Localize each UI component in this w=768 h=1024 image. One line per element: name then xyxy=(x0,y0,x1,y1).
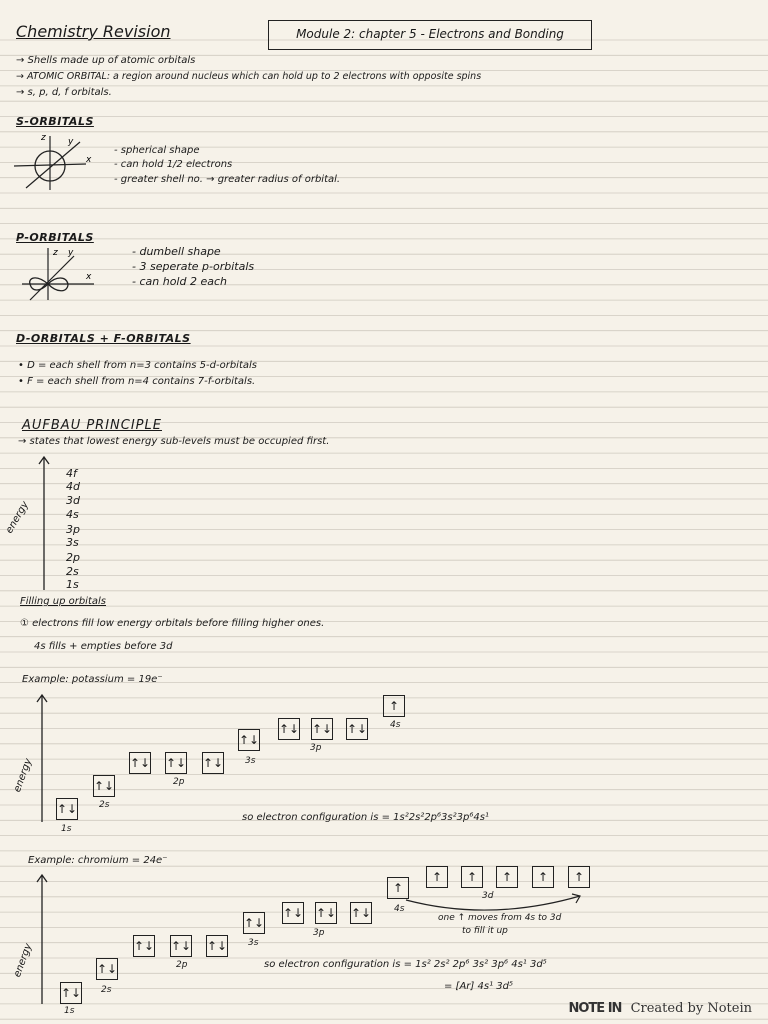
aufbau-level: 1s xyxy=(66,578,79,591)
aufbau-energy-label: energy xyxy=(4,499,32,536)
orbital-box: ↑↓ xyxy=(311,718,333,740)
aufbau-level: 3d xyxy=(66,494,80,507)
orbital-box: ↑ xyxy=(461,866,483,888)
sublevel-label: 3p xyxy=(310,743,322,753)
aufbau-heading: AUFBAU PRINCIPLE xyxy=(22,418,162,433)
s-orbital-diagram xyxy=(14,130,104,194)
aufbau-level: 4d xyxy=(66,480,80,493)
p-orbitals-heading: P-ORBITALS xyxy=(16,231,94,244)
orbital-box: ↑ xyxy=(387,877,409,899)
aufbau-level: 2s xyxy=(66,565,79,578)
sublevel-label: 2p xyxy=(176,960,188,970)
p-note-2: - 3 seperate p-orbitals xyxy=(132,260,255,273)
s-axis-x: x xyxy=(86,155,92,165)
aufbau-level: 4s xyxy=(66,508,79,521)
sublevel-label: 1s xyxy=(64,1006,75,1016)
orbital-box: ↑↓ xyxy=(96,958,118,980)
chromium-short-config: = [Ar] 4s¹ 3d⁵ xyxy=(444,981,513,992)
sublevel-label: 3d xyxy=(482,891,494,901)
s-axis-y: y xyxy=(68,137,74,147)
orbital-box: ↑↓ xyxy=(206,935,228,957)
orbital-box: ↑↓ xyxy=(129,752,151,774)
aufbau-energy-axis xyxy=(36,454,56,594)
intro-line-1: → Shells made up of atomic orbitals xyxy=(16,55,196,66)
filling-rule: ① electrons fill low energy orbitals before filling higher ones. xyxy=(20,618,325,629)
intro-line-2: → ATOMIC ORBITAL: a region around nucleus which can hold up to 2 electrons with opposite spins xyxy=(16,71,482,82)
orbital-box: ↑↓ xyxy=(350,902,372,924)
p-note-3: - can hold 2 each xyxy=(132,275,227,288)
page-title: Chemistry Revision xyxy=(16,22,171,41)
filling-heading: Filling up orbitals xyxy=(20,596,106,607)
aufbau-level: 2p xyxy=(66,551,80,564)
orbital-box: ↑↓ xyxy=(60,982,82,1004)
chromium-annotation-1: one ↑ moves from 4s to 3d xyxy=(438,913,562,923)
orbital-box: ↑ xyxy=(532,866,554,888)
filling-note: 4s fills + empties before 3d xyxy=(34,641,173,652)
orbital-box: ↑↓ xyxy=(133,935,155,957)
p-axis-z: z xyxy=(53,248,58,258)
sublevel-label: 4s xyxy=(394,904,405,914)
orbital-box: ↑↓ xyxy=(170,935,192,957)
s-orbitals-heading: S-ORBITALS xyxy=(16,115,94,128)
p-axis-x: x xyxy=(86,272,92,282)
sublevel-label: 3p xyxy=(313,928,325,938)
orbital-box: ↑ xyxy=(426,866,448,888)
chromium-energy-axis xyxy=(34,872,54,1008)
aufbau-level: 3p xyxy=(66,523,80,536)
s-note-1: - spherical shape xyxy=(114,145,200,156)
chromium-title: Example: chromium = 24e⁻ xyxy=(28,855,168,866)
sublevel-label: 4s xyxy=(390,720,401,730)
orbital-box: ↑↓ xyxy=(93,775,115,797)
potassium-config: so electron configuration is = 1s²2s²2p⁶3s²3p⁶4s¹ xyxy=(242,812,489,823)
df-note-d: • D = each shell from n=3 contains 5-d-orbitals xyxy=(18,360,257,371)
p-note-1: - dumbell shape xyxy=(132,245,221,258)
sublevel-label: 1s xyxy=(61,824,72,834)
orbital-box: ↑ xyxy=(496,866,518,888)
potassium-title: Example: potassium = 19e⁻ xyxy=(22,674,163,685)
orbital-box: ↑↓ xyxy=(243,912,265,934)
aufbau-statement: → states that lowest energy sub-levels must be occupied first. xyxy=(18,436,330,447)
sublevel-label: 2p xyxy=(173,777,185,787)
orbital-box: ↑↓ xyxy=(315,902,337,924)
aufbau-level: 4f xyxy=(66,467,77,480)
p-axis-y: y xyxy=(68,248,74,258)
chromium-config: so electron configuration is = 1s² 2s² 2p⁶ 3s² 3p⁶ 4s¹ 3d⁵ xyxy=(264,959,547,970)
orbital-box: ↑↓ xyxy=(346,718,368,740)
s-note-2: - can hold 1/2 electrons xyxy=(114,159,233,170)
sublevel-label: 2s xyxy=(99,800,110,810)
sublevel-label: 2s xyxy=(101,985,112,995)
potassium-energy-label: energy xyxy=(12,757,35,794)
orbital-box: ↑ xyxy=(383,695,405,717)
intro-line-3: → s, p, d, f orbitals. xyxy=(16,87,112,98)
module-title-box: Module 2: chapter 5 - Electrons and Bonding xyxy=(268,20,592,50)
orbital-box: ↑↓ xyxy=(282,902,304,924)
aufbau-level: 3s xyxy=(66,536,79,549)
orbital-box: ↑↓ xyxy=(202,752,224,774)
orbital-box: ↑↓ xyxy=(278,718,300,740)
footer xyxy=(569,1001,753,1016)
chromium-energy-label: energy xyxy=(12,942,35,979)
chromium-annotation-2: to fill it up xyxy=(462,926,508,936)
footer-text: Created by Notein xyxy=(630,1001,752,1016)
orbital-box: ↑ xyxy=(568,866,590,888)
df-note-f: • F = each shell from n=4 contains 7-f-orbitals. xyxy=(18,376,256,387)
sublevel-label: 3s xyxy=(248,938,259,948)
orbital-box: ↑↓ xyxy=(165,752,187,774)
df-orbitals-heading: D-ORBITALS + F-ORBITALS xyxy=(16,332,191,345)
s-axis-z: z xyxy=(41,133,46,143)
s-note-3: - greater shell no. → greater radius of orbital. xyxy=(114,174,341,185)
p-orbital-diagram xyxy=(22,246,102,302)
notein-logo: NOTE IN xyxy=(568,1001,622,1016)
orbital-box: ↑↓ xyxy=(56,798,78,820)
potassium-energy-axis xyxy=(34,692,54,826)
orbital-box: ↑↓ xyxy=(238,729,260,751)
sublevel-label: 3s xyxy=(245,756,256,766)
